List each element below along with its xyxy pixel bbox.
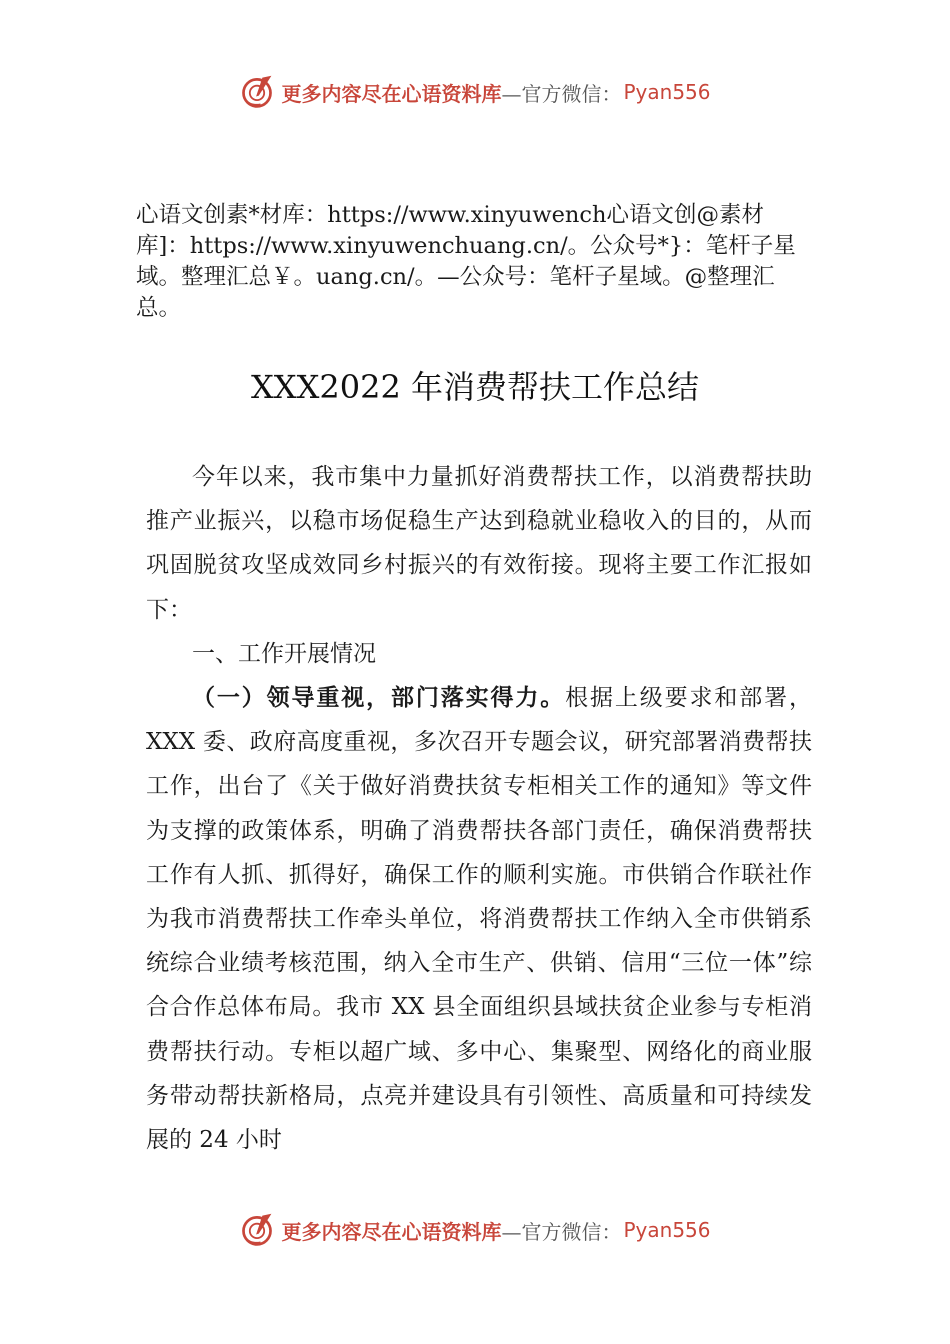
banner-wechat-id: Pyan556 xyxy=(623,80,711,104)
item-1-paragraph xyxy=(146,676,812,1162)
banner-wechat-label: —官方微信： xyxy=(501,81,622,106)
item-1-body: 根据上级要求和部署，XXX 委、政府高度重视，多次召开专题会议，研究部署消费帮扶工作，出台了《关于做好消费扶贫专柜相关工作的通知》等文件为支撑的政策体系，明确了消费帮扶各部门责任，确保消费帮扶工作有人抓、抓得好，确保工作的顺利实施。市供销合作联社作为我市消费帮扶工作牵头单位，将消费帮扶工作纳入全市供销系统综合业绩考核范围，纳入全市生产、供销、信用“三位一体”综合合作总体布局。我市 XX 县全面组织县域扶贫企业参与专柜消费帮扶行动。专柜以超广域、多中心、集聚型、网络化的商业服务带动帮扶新格局，点亮并建设具有引领性、高质量和可持续发展的 24 小时 xyxy=(146,685,812,1154)
document-body xyxy=(146,455,812,1162)
banner-main-text: 更多内容尽在心语资料库 xyxy=(281,1219,502,1244)
banner-wechat-label: —官方微信： xyxy=(501,1219,622,1244)
document-title: XXX2022 年消费帮扶工作总结 xyxy=(251,368,699,406)
header-note: 心语文创素*材库：https://www.xinyuwench心语文创@素材库]：https://www.xinyuwenchuang.cn/。公众号*}：笔杆子星域。整理汇总￥。uang.cn/。—公众号：笔杆子星域。@整理汇总。 xyxy=(136,202,796,321)
section-heading: 一、工作开展情况 xyxy=(192,640,376,667)
intro-paragraph: 今年以来，我市集中力量抓好消费帮扶工作，以消费帮扶助推产业振兴，以稳市场促稳生产达到稳就业稳收入的目的，从而巩固脱贫攻坚成效同乡村振兴的有效衔接。现将主要工作汇报如下： xyxy=(146,464,812,623)
banner-wechat-id: Pyan556 xyxy=(623,1218,711,1242)
pen-logo-icon xyxy=(239,74,275,110)
bottom-banner xyxy=(0,1208,950,1252)
top-banner xyxy=(0,70,950,114)
banner-main-text: 更多内容尽在心语资料库 xyxy=(281,81,502,106)
pen-logo-icon xyxy=(239,1212,275,1248)
item-1-lead: （一）领导重视，部门落实得力。 xyxy=(192,684,566,712)
